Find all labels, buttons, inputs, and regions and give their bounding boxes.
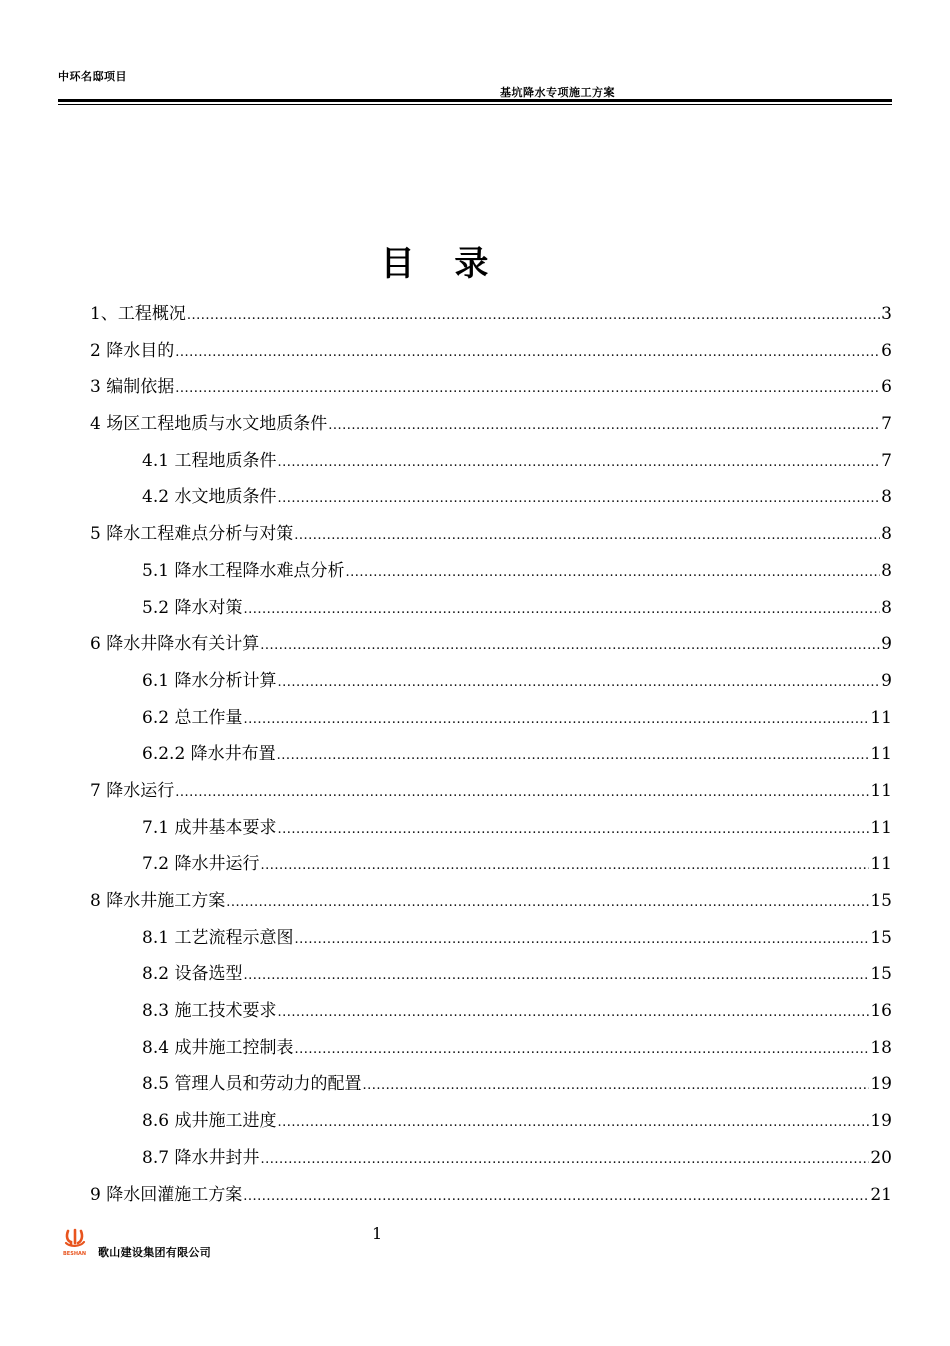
toc-entry-page: 7 [881, 450, 892, 471]
toc-entry-label: 8.2 设备选型 [142, 964, 243, 985]
toc-entry-label: 7.1 成井基本要求 [142, 817, 277, 838]
toc-dot-leader [243, 958, 869, 995]
toc-entry[interactable] [90, 1140, 892, 1177]
toc-entry-page: 8 [881, 487, 892, 508]
toc-entry-label: 7.2 降水井运行 [142, 854, 260, 875]
toc-entry[interactable] [90, 1103, 892, 1140]
page-number: 1 [372, 1224, 383, 1243]
toc-entry-page: 8 [881, 524, 892, 545]
toc-entry-page: 11 [870, 744, 892, 765]
toc-dot-leader [277, 445, 880, 482]
toc-dot-leader [345, 555, 880, 592]
toc-entry-page: 11 [870, 817, 892, 838]
toc-entry[interactable] [90, 920, 892, 957]
toc-entry[interactable] [90, 369, 892, 406]
toc-entry-page: 18 [870, 1037, 892, 1058]
toc-entry-label: 5.2 降水对策 [142, 597, 243, 618]
toc-dot-leader [277, 738, 870, 775]
company-logo-icon [62, 1228, 92, 1256]
toc-entry-label: 6.2 总工作量 [142, 707, 243, 728]
toc-dot-leader [243, 592, 880, 629]
header-rule-thick [58, 99, 892, 102]
toc-entry[interactable] [90, 663, 892, 700]
toc-entry-page: 20 [870, 1147, 892, 1168]
toc-dot-leader [277, 481, 880, 518]
toc-dot-leader [294, 922, 869, 959]
toc-entry-label: 7 降水运行 [90, 780, 175, 801]
toc-entry[interactable] [90, 479, 892, 516]
toc-dot-leader [260, 848, 869, 885]
toc-entry-page: 11 [870, 854, 892, 875]
toc-dot-leader [294, 518, 880, 555]
toc-entry[interactable] [90, 773, 892, 810]
toc-entry-label: 8.7 降水井封井 [142, 1147, 260, 1168]
toc-entry-label: 6.1 降水分析计算 [142, 670, 277, 691]
toc-entry-page: 21 [870, 1184, 892, 1205]
toc-entry-page: 15 [870, 891, 892, 911]
toc-entry-page: 8 [881, 560, 892, 581]
header-document-title: 基坑降水专项施工方案 [500, 86, 615, 99]
toc-entry-label: 5 降水工程难点分析与对策 [90, 524, 294, 545]
toc-entry-label: 4.1 工程地质条件 [142, 450, 277, 471]
toc-entry[interactable] [90, 956, 892, 993]
toc-entry-label: 8.1 工艺流程示意图 [142, 927, 294, 948]
toc-dot-leader [294, 1032, 869, 1069]
logo-wordmark: BESHAN [63, 1251, 87, 1256]
toc-entry-label: 8.3 施工技术要求 [142, 1001, 277, 1022]
toc-entry-page: 6 [881, 377, 892, 398]
toc-entry-label: 8.5 管理人员和劳动力的配置 [142, 1074, 362, 1095]
header-rule-thin [58, 104, 892, 105]
toc-entry[interactable] [90, 626, 892, 663]
toc-entry-label: 2 降水目的 [90, 340, 175, 361]
toc-entry-page: 16 [870, 1001, 892, 1022]
toc-dot-leader [187, 298, 880, 335]
toc-dot-leader [277, 995, 869, 1032]
toc-dot-leader [260, 1142, 869, 1179]
toc-entry-page: 19 [870, 1111, 892, 1132]
toc-dot-leader [175, 371, 880, 408]
header-project-name: 中环名邸项目 [58, 70, 127, 83]
toc-heading: 目 录 [380, 244, 503, 284]
toc-dot-leader [226, 885, 869, 922]
toc-entry[interactable] [90, 333, 892, 370]
toc-dot-leader [328, 408, 880, 445]
toc-entry-label: 6.2.2 降水井布置 [142, 744, 276, 765]
toc-entry[interactable] [90, 590, 892, 627]
toc-entry-page: 15 [870, 927, 892, 948]
company-name: 歌山建设集团有限公司 [98, 1246, 211, 1259]
toc-entry[interactable] [90, 406, 892, 443]
toc-dot-leader [243, 702, 869, 739]
toc-entry[interactable] [90, 993, 892, 1030]
toc-entry-page: 15 [870, 964, 892, 985]
toc-dot-leader [260, 628, 880, 665]
toc-entry-label: 6 降水井降水有关计算 [90, 634, 260, 655]
toc-entry-label: 4.2 水文地质条件 [142, 487, 277, 508]
toc-entry-page: 3 [881, 304, 892, 324]
toc-dot-leader [243, 1179, 869, 1216]
toc-entry[interactable] [90, 516, 892, 553]
toc-entry-label: 1、工程概况 [90, 304, 186, 324]
toc-dot-leader [277, 1105, 869, 1142]
toc-entry-page: 9 [881, 634, 892, 655]
toc-entry-label: 5.1 降水工程降水难点分析 [142, 560, 345, 581]
toc-dot-leader [277, 665, 880, 702]
table-of-contents [90, 296, 892, 1213]
toc-entry-page: 9 [881, 670, 892, 691]
toc-entry[interactable] [90, 443, 892, 480]
toc-entry[interactable] [90, 1177, 892, 1214]
toc-entry-label: 3 编制依据 [90, 377, 175, 398]
toc-dot-leader [277, 812, 869, 849]
toc-entry[interactable] [90, 810, 892, 847]
toc-entry-label: 8.4 成井施工控制表 [142, 1037, 294, 1058]
toc-entry[interactable] [90, 736, 892, 773]
toc-entry[interactable] [90, 1030, 892, 1067]
toc-entry-label: 4 场区工程地质与水文地质条件 [90, 414, 328, 435]
toc-dot-leader [362, 1068, 869, 1105]
toc-entry[interactable] [90, 883, 892, 920]
toc-entry-page: 11 [870, 707, 892, 728]
toc-entry-label: 9 降水回灌施工方案 [90, 1184, 243, 1205]
toc-entry[interactable] [90, 846, 892, 883]
toc-entry-page: 11 [870, 780, 892, 801]
toc-entry-page: 19 [870, 1074, 892, 1095]
toc-entry[interactable] [90, 296, 892, 333]
toc-entry-label: 8 降水井施工方案 [90, 891, 226, 911]
toc-entry[interactable] [90, 553, 892, 590]
toc-entry-page: 8 [881, 597, 892, 618]
toc-dot-leader [175, 335, 880, 372]
toc-entry[interactable] [90, 1066, 892, 1103]
toc-entry[interactable] [90, 700, 892, 737]
toc-entry-label: 8.6 成井施工进度 [142, 1111, 277, 1132]
toc-entry-page: 7 [881, 414, 892, 435]
toc-entry-page: 6 [881, 340, 892, 361]
toc-dot-leader [175, 775, 869, 812]
